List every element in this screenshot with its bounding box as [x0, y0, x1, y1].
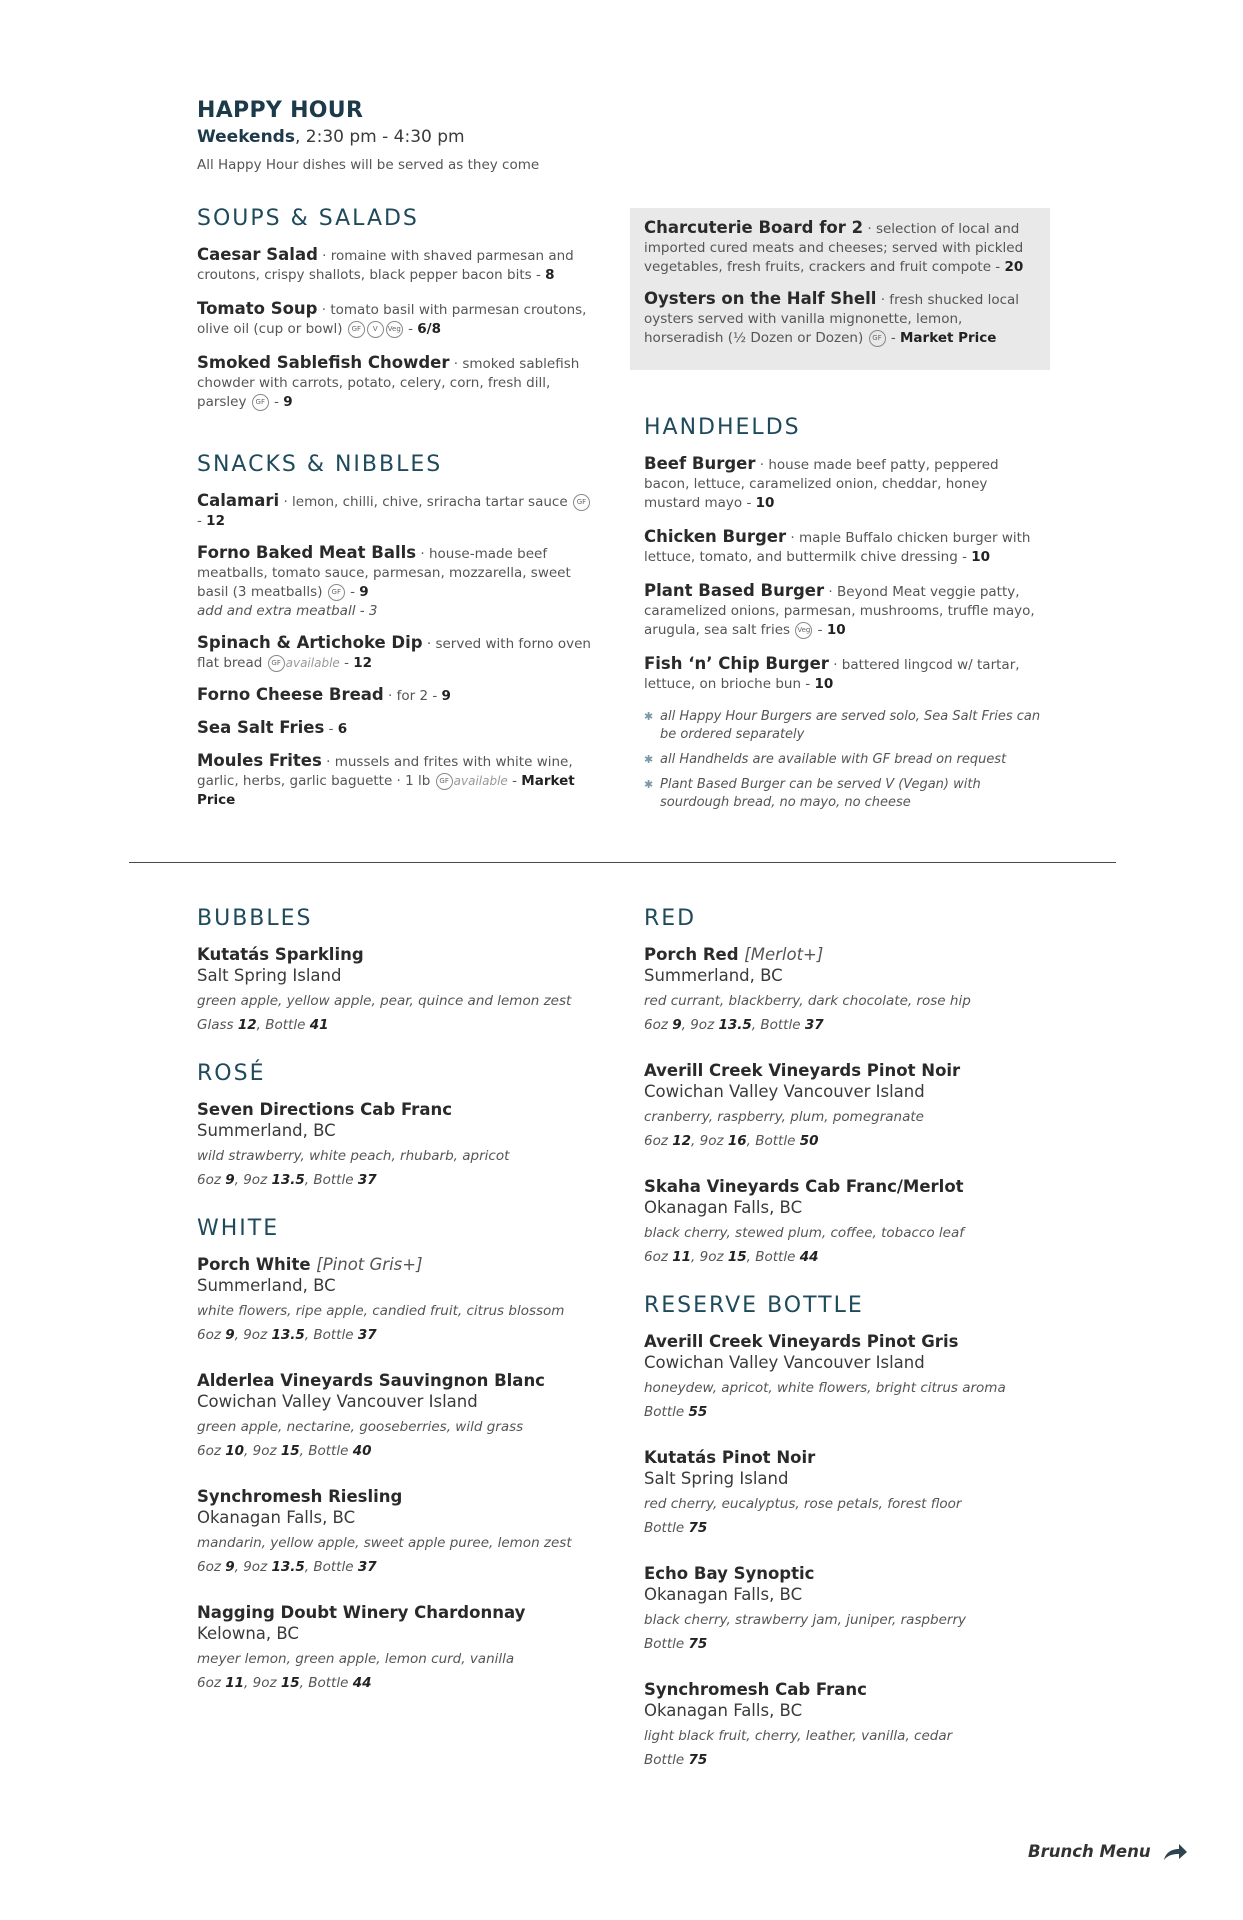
price-label: , Bottle: [746, 1249, 800, 1265]
wine-price: [644, 1017, 1064, 1033]
menu-list: [197, 491, 597, 810]
price-value: 13.5: [271, 1172, 305, 1188]
wine-region: Summerland, BC: [197, 1121, 336, 1140]
tasting-notes: honeydew, apricot, white flowers, bright citrus aroma: [644, 1380, 1006, 1396]
price-value: 11: [672, 1249, 692, 1265]
handhelds-notes: [644, 708, 1044, 812]
price-value: 37: [357, 1172, 377, 1188]
wine-price: [644, 1404, 1064, 1420]
tasting-notes: red cherry, eucalyptus, rose petals, forest floor: [644, 1496, 962, 1512]
soups-salads-section: [197, 206, 597, 426]
price-label: Glass: [197, 1017, 238, 1033]
wine-title: Averill Creek Vineyards Pinot Gris: [644, 1332, 959, 1351]
item-price: 6: [337, 721, 348, 737]
wine-list: [644, 1332, 1064, 1768]
price-label: , Bottle: [751, 1017, 805, 1033]
wine-price: [197, 1559, 617, 1575]
price-value: 11: [225, 1675, 245, 1691]
wine-region: Kelowna, BC: [197, 1624, 299, 1643]
wine-varietal: [Merlot+]: [744, 945, 824, 964]
menu-item: [644, 581, 1044, 640]
wine-region: Salt Spring Island: [644, 1469, 789, 1488]
price-value: 75: [688, 1636, 708, 1652]
menu-item: [644, 527, 1044, 567]
price-value: 16: [727, 1133, 747, 1149]
item-description: · selection of local and imported cured meats and cheeses; served with pickled vegetables, fresh fruits, crackers and fruit compote -: [644, 221, 1024, 275]
price-separator: -: [507, 773, 522, 789]
menu-item: [197, 491, 597, 531]
price-label: 6oz: [197, 1675, 226, 1691]
price-label: , 9oz: [244, 1675, 281, 1691]
wine-item: [197, 1371, 617, 1459]
price-label: , Bottle: [746, 1133, 800, 1149]
wine-item: [644, 1564, 1064, 1652]
wine-region: Summerland, BC: [644, 966, 783, 985]
item-price: 12: [353, 655, 373, 671]
price-value: 15: [280, 1443, 300, 1459]
divider: [129, 862, 1116, 863]
wine-price: [644, 1752, 1064, 1768]
price-value: 75: [688, 1752, 708, 1768]
wine-title: Averill Creek Vineyards Pinot Noir: [644, 1061, 961, 1080]
handhelds-note: ✱ all Happy Hour Burgers are served solo, Sea Salt Fries can be ordered separately: [644, 708, 1044, 744]
item-name: Sea Salt Fries: [197, 718, 325, 737]
wine-title: Synchromesh Riesling: [197, 1487, 403, 1506]
wine-price: [644, 1133, 1064, 1149]
item-price: 10: [755, 495, 775, 511]
tasting-notes: meyer lemon, green apple, lemon curd, vanilla: [197, 1651, 515, 1667]
item-price: 9: [359, 584, 369, 600]
menu-item: [197, 718, 597, 739]
tasting-notes: green apple, nectarine, gooseberries, wild grass: [197, 1419, 524, 1435]
item-name: Tomato Soup: [197, 299, 318, 318]
price-value: 13.5: [271, 1559, 305, 1575]
price-separator: -: [339, 655, 354, 671]
price-separator: -: [269, 394, 284, 410]
price-separator: -: [813, 622, 827, 638]
price-value: 9: [672, 1017, 682, 1033]
wine-item: [644, 1680, 1064, 1768]
dietary-badge-icon: V: [367, 321, 384, 338]
item-description: · mussels and frites with white wine, garlic, herbs, garlic baguette · 1 lb: [197, 754, 573, 789]
wine-region: Cowichan Valley Vancouver Island: [644, 1353, 925, 1372]
price-value: 15: [727, 1249, 747, 1265]
tasting-notes: black cherry, stewed plum, coffee, tobacco leaf: [644, 1225, 964, 1241]
wine-name: [644, 1177, 1064, 1196]
item-price: Market Price: [197, 773, 575, 808]
price-label: , Bottle: [256, 1017, 310, 1033]
item-description: · for 2 -: [383, 688, 442, 704]
item-price: 10: [971, 549, 991, 565]
wine-item: [644, 945, 1064, 1033]
price-label: Bottle: [644, 1520, 689, 1536]
item-name: Charcuterie Board for 2: [644, 218, 864, 237]
brunch-menu-link[interactable]: [1028, 1842, 1188, 1863]
price-label: Bottle: [644, 1404, 689, 1420]
snacks-section: [197, 452, 597, 822]
wine-region: Okanagan Falls, BC: [644, 1198, 803, 1217]
item-description: · house-made beef meatballs, tomato sauce, parmesan, mozzarella, sweet basil (3 meatballs): [197, 546, 571, 600]
price-value: 10: [225, 1443, 245, 1459]
dietary-badge-icon: GF: [573, 494, 590, 511]
wine-item: [644, 1448, 1064, 1536]
wine-name: [644, 945, 1064, 964]
dietary-badge-icon: Veg: [795, 622, 812, 639]
price-value: 13.5: [718, 1017, 752, 1033]
wine-varietal: [Pinot Gris+]: [316, 1255, 423, 1274]
wine-name: [644, 1061, 1064, 1080]
wine-title: Kutatás Pinot Noir: [644, 1448, 816, 1467]
tasting-notes: cranberry, raspberry, plum, pomegranate: [644, 1109, 924, 1125]
item-name: Chicken Burger: [644, 527, 787, 546]
tasting-notes: wild strawberry, white peach, rhubarb, apricot: [197, 1148, 510, 1164]
wine-region: Cowichan Valley Vancouver Island: [197, 1392, 478, 1411]
price-label: 6oz: [197, 1559, 226, 1575]
menu-item: [197, 633, 597, 673]
item-name: Caesar Salad: [197, 245, 318, 264]
wine-title: Skaha Vineyards Cab Franc/Merlot: [644, 1177, 964, 1196]
tasting-notes: black cherry, strawberry jam, juniper, raspberry: [644, 1612, 967, 1628]
section-title: RED: [644, 906, 697, 931]
wine-list: [197, 945, 617, 1033]
price-value: 15: [280, 1675, 300, 1691]
item-price: 9: [441, 688, 451, 704]
item-description: · Beyond Meat veggie patty, caramelized onions, parmesan, mushrooms, truffle mayo, arugula, sea salt fries: [644, 584, 1035, 638]
menu-list: [644, 454, 1044, 694]
item-price: Market Price: [900, 330, 997, 346]
price-separator: -: [345, 584, 360, 600]
item-price: 20: [1004, 259, 1024, 275]
happy-hour-title: HAPPY HOUR: [197, 98, 364, 123]
wine-price: [197, 1017, 617, 1033]
happy-hour-time: [197, 127, 597, 147]
dietary-badge-icon: Veg: [386, 321, 403, 338]
price-value: 55: [688, 1404, 708, 1420]
section-title: ROSÉ: [197, 1061, 266, 1086]
tasting-notes: green apple, yellow apple, pear, quince and lemon zest: [197, 993, 572, 1009]
wine-name: [644, 1332, 1064, 1351]
price-label: Bottle: [644, 1752, 689, 1768]
item-name: Beef Burger: [644, 454, 756, 473]
wine-price: [197, 1675, 617, 1691]
section-title: SOUPS & SALADS: [197, 206, 419, 231]
wine-region: Okanagan Falls, BC: [644, 1701, 803, 1720]
item-name: Forno Cheese Bread: [197, 685, 384, 704]
wine-title: Porch White: [197, 1255, 311, 1274]
price-value: 41: [309, 1017, 329, 1033]
price-value: 9: [225, 1559, 235, 1575]
wine-region: Salt Spring Island: [197, 966, 342, 985]
wine-name: [644, 1448, 1064, 1467]
wine-title: Seven Directions Cab Franc: [197, 1100, 452, 1119]
item-description: · lemon, chilli, chive, sriracha tartar sauce: [279, 494, 572, 510]
dietary-badge-icon: GF: [268, 655, 285, 672]
wine-price: [197, 1327, 617, 1343]
wine-title: Porch Red: [644, 945, 739, 964]
price-label: 6oz: [644, 1017, 673, 1033]
brunch-menu-label[interactable]: Brunch Menu: [1028, 1842, 1151, 1861]
wine-region: Okanagan Falls, BC: [644, 1585, 803, 1604]
happy-hour-header: [197, 98, 597, 173]
wine-price: [644, 1636, 1064, 1652]
menu-item: [644, 654, 1044, 694]
menu-item: [644, 218, 1036, 277]
item-name: Smoked Sablefish Chowder: [197, 353, 450, 372]
price-value: 44: [352, 1675, 372, 1691]
wine-title: Echo Bay Synoptic: [644, 1564, 815, 1583]
price-value: 44: [799, 1249, 819, 1265]
item-extra: add and extra meatball - 3: [197, 603, 378, 619]
wine-name: [197, 1255, 617, 1274]
wine-price: [644, 1249, 1064, 1265]
dietary-badge-icon: GF: [348, 321, 365, 338]
price-label: , Bottle: [299, 1675, 353, 1691]
menu-item: [644, 454, 1044, 513]
wine-price: [197, 1172, 617, 1188]
wine-left-column: [197, 906, 617, 1719]
tasting-notes: white flowers, ripe apple, candied fruit, citrus blossom: [197, 1303, 565, 1319]
wine-name: [197, 1371, 617, 1390]
item-description: · maple Buffalo chicken burger with lettuce, tomato, and buttermilk chive dressing -: [644, 530, 1031, 565]
price-label: , 9oz: [234, 1172, 272, 1188]
wine-right-column: [644, 906, 1064, 1796]
section-title: HANDHELDS: [644, 415, 801, 440]
price-value: 37: [804, 1017, 824, 1033]
item-price: 9: [283, 394, 293, 410]
menu-list: [197, 245, 597, 412]
price-separator: -: [886, 330, 900, 346]
tasting-notes: mandarin, yellow apple, sweet apple puree, lemon zest: [197, 1535, 572, 1551]
price-value: 50: [799, 1133, 819, 1149]
wine-name: [197, 945, 617, 964]
availability-note: available: [453, 774, 508, 788]
dietary-badge-icon: GF: [436, 773, 453, 790]
item-name: Calamari: [197, 491, 280, 510]
menu-item: [197, 685, 597, 706]
price-value: 13.5: [271, 1327, 305, 1343]
price-separator: -: [403, 321, 418, 337]
wine-item: [197, 1603, 617, 1691]
item-name: Spinach & Artichoke Dip: [197, 633, 423, 652]
item-description: · fresh shucked local oysters served with vanilla mignonette, lemon, horseradish (½ Dozen or Dozen): [644, 292, 1020, 346]
menu-item: [197, 245, 597, 285]
section-title: SNACKS & NIBBLES: [197, 452, 443, 477]
wine-name: [197, 1603, 617, 1622]
wine-name: [644, 1564, 1064, 1583]
handhelds-section: [644, 415, 1044, 819]
item-description: · battered lingcod w/ tartar, lettuce, on brioche bun -: [644, 657, 1020, 692]
wine-title: Kutatás Sparkling: [197, 945, 364, 964]
section-title: RESERVE BOTTLE: [644, 1293, 864, 1318]
handhelds-note: ✱ Plant Based Burger can be served V (Vegan) with sourdough bread, no mayo, no cheese: [644, 776, 1044, 812]
happy-hour-note: All Happy Hour dishes will be served as they come: [197, 157, 540, 173]
wine-title: Alderlea Vineyards Sauvingnon Blanc: [197, 1371, 545, 1390]
menu-item: [644, 289, 1036, 348]
dietary-badge-icon: GF: [252, 394, 269, 411]
section-title: BUBBLES: [197, 906, 313, 931]
item-price: 10: [814, 676, 834, 692]
price-label: Bottle: [644, 1636, 689, 1652]
dietary-badge-icon: GF: [869, 330, 886, 347]
featured-box: [630, 208, 1050, 370]
price-value: 75: [688, 1520, 708, 1536]
item-name: Moules Frites: [197, 751, 322, 770]
dietary-badge-icon: GF: [328, 584, 345, 601]
menu-item: [197, 299, 597, 339]
price-label: , 9oz: [691, 1249, 728, 1265]
item-price: 12: [206, 513, 225, 529]
wine-name: [644, 1680, 1064, 1699]
wine-region: Summerland, BC: [197, 1276, 336, 1295]
price-label: , Bottle: [299, 1443, 353, 1459]
price-separator: -: [197, 513, 207, 529]
price-label: , 9oz: [234, 1327, 272, 1343]
price-label: , 9oz: [234, 1559, 272, 1575]
price-label: , 9oz: [681, 1017, 719, 1033]
item-description: · smoked sablefish chowder with carrots, potato, celery, corn, fresh dill, parsley: [197, 356, 580, 410]
item-description: · house made beef patty, peppered bacon, lettuce, caramelized onion, cheddar, honey mustard mayo -: [644, 457, 999, 511]
item-price: 6/8: [417, 321, 441, 337]
wine-name: [197, 1100, 617, 1119]
wine-item: [644, 1177, 1064, 1265]
tasting-notes: light black fruit, cherry, leather, vanilla, cedar: [644, 1728, 953, 1744]
arrow-right-icon[interactable]: [1162, 1843, 1188, 1863]
wine-list: [644, 945, 1064, 1265]
price-label: , Bottle: [304, 1172, 358, 1188]
wine-item: [197, 1487, 617, 1575]
wine-item: [197, 945, 617, 1033]
item-price: 8: [545, 267, 555, 283]
price-value: 12: [672, 1133, 692, 1149]
price-value: 37: [357, 1559, 377, 1575]
happy-hour-days: Weekends: [197, 127, 295, 147]
item-description: -: [324, 721, 338, 737]
item-name: Oysters on the Half Shell: [644, 289, 877, 308]
wine-price: [197, 1443, 617, 1459]
wine-title: Nagging Doubt Winery Chardonnay: [197, 1603, 526, 1622]
price-value: 37: [357, 1327, 377, 1343]
item-name: Plant Based Burger: [644, 581, 825, 600]
price-label: 6oz: [197, 1443, 226, 1459]
item-price: 10: [826, 622, 846, 638]
item-description: · tomato basil with parmesan croutons, olive oil (cup or bowl): [197, 302, 587, 337]
price-value: 9: [225, 1172, 235, 1188]
wine-item: [197, 1100, 617, 1188]
price-label: , Bottle: [304, 1559, 358, 1575]
handhelds-note: ✱ all Handhelds are available with GF bread on request: [644, 751, 1044, 769]
wine-list: [197, 1255, 617, 1691]
menu-item: [197, 751, 597, 810]
price-value: 40: [352, 1443, 372, 1459]
happy-hour-hours: , 2:30 pm - 4:30 pm: [294, 127, 465, 147]
item-description: · romaine with shaved parmesan and croutons, crispy shallots, black pepper bacon bits -: [197, 248, 574, 283]
price-label: , 9oz: [244, 1443, 281, 1459]
menu-item: [197, 353, 597, 412]
price-label: , 9oz: [691, 1133, 728, 1149]
price-label: 6oz: [197, 1172, 226, 1188]
item-description: · served with forno oven flat bread: [197, 636, 591, 671]
wine-region: Okanagan Falls, BC: [197, 1508, 356, 1527]
price-label: 6oz: [197, 1327, 226, 1343]
availability-note: available: [285, 656, 340, 670]
price-label: , Bottle: [304, 1327, 358, 1343]
wine-region: Cowichan Valley Vancouver Island: [644, 1082, 925, 1101]
price-label: 6oz: [644, 1249, 673, 1265]
wine-list: [197, 1100, 617, 1188]
wine-name: [197, 1487, 617, 1506]
wine-title: Synchromesh Cab Franc: [644, 1680, 867, 1699]
wine-item: [197, 1255, 617, 1343]
tasting-notes: red currant, blackberry, dark chocolate, rose hip: [644, 993, 971, 1009]
item-name: Forno Baked Meat Balls: [197, 543, 417, 562]
item-name: Fish ‘n’ Chip Burger: [644, 654, 829, 673]
wine-item: [644, 1061, 1064, 1149]
wine-item: [644, 1332, 1064, 1420]
section-title: WHITE: [197, 1216, 280, 1241]
price-label: 6oz: [644, 1133, 673, 1149]
wine-price: [644, 1520, 1064, 1536]
menu-item: [197, 543, 597, 621]
price-value: 12: [237, 1017, 257, 1033]
menu-list: [644, 218, 1036, 348]
price-value: 9: [225, 1327, 235, 1343]
